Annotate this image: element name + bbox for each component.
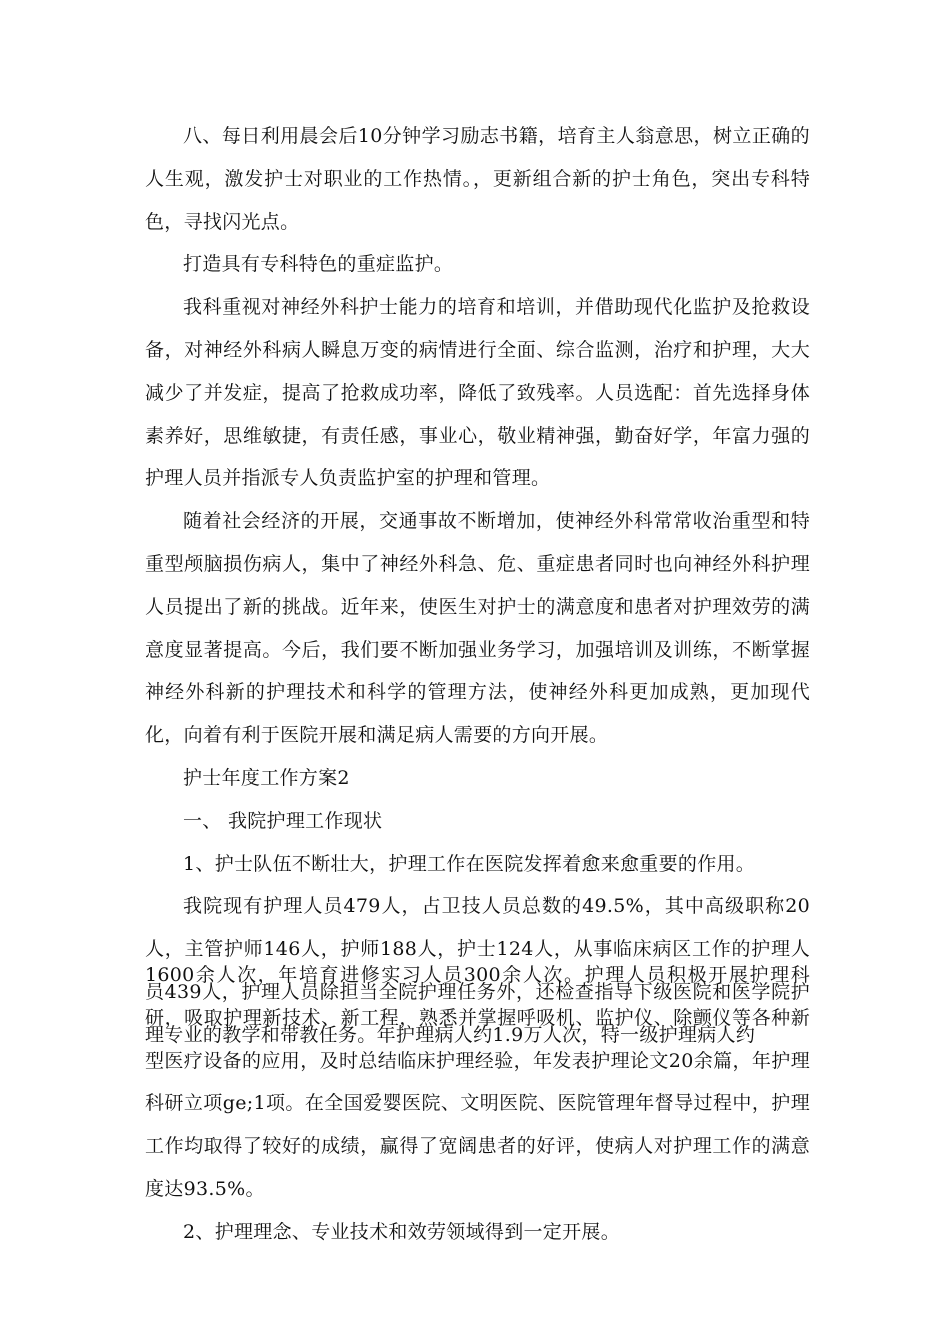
section-heading: 护士年度工作方案2 [183, 766, 350, 789]
text-block-bottom [145, 954, 810, 1254]
paragraph: 八、每日利用晨会后10分钟学习励志书籍，培育主人翁意思，树立正确的人生观，激发护士对职业的工作热情。，更新组合新的护士角色，突出专科特色，寻找闪光点。 [145, 125, 810, 233]
paragraph: 打造具有专科特色的重症监护。 [183, 253, 454, 276]
paragraph: 我科重视对神经外科护士能力的培育和培训，并借助现代化监护及抢救设备，对神经外科病人瞬息万变的病情进行全面、综合监测，治疗和护理，大大减少了并发症，提高了抢救成功率，降低了致残率。人员选配：首先选择身体素养好，思维敏捷，有责任感，事业心，敬业精神强，勤奋好学，年富力强的护理人员并指派专人负责监护室的护理和管理。 [145, 296, 810, 490]
paragraph: 我院现有护理人员479人，占卫技人员总数的49.5%，其中高级职称20人，主管护师146人，护师188人，护士124人，从事临床病区工作的护理人员439人，护理人员除担当全院护理任务外，还检查指导下级医院和医学院护理专业的教学和带教任务。年护理病人约1.9万人次，特一级护理病人约 [145, 895, 810, 1046]
section-heading: 一、 我院护理工作现状 [183, 809, 383, 832]
paragraph: 1、护士队伍不断壮大，护理工作在医院发挥着愈来愈重要的作用。 [183, 852, 756, 875]
paragraph: 2、护理理念、专业技术和效劳领域得到一定开展。 [183, 1220, 620, 1243]
paragraph: 1600余人次，年培育进修实习人员300余人次。护理人员积极开展护理科研，吸取护理新技术、新工程，熟悉并掌握呼吸机、监护仪、除颤仪等各种新型医疗设备的应用，及时总结临床护理经验，年发表护理论文20余篇，年护理科研立项ge;1项。在全国爱婴医院、文明医院、医院管理年督导过程中，护理工作均取得了较好的成绩，赢得了宽阔患者的好评，使病人对护理工作的满意度达93.5%。 [145, 964, 810, 1200]
text-block-top [145, 115, 810, 1057]
paragraph: 随着社会经济的开展，交通事故不断增加，使神经外科常常收治重型和特重型颅脑损伤病人，集中了神经外科急、危、重症患者同时也向神经外科护理人员提出了新的挑战。近年来，使医生对护士的满意度和患者对护理效劳的满意度显著提高。今后，我们要不断加强业务学习，加强培训及训练，不断掌握神经外科新的护理技术和科学的管理方法，使神经外科更加成熟，更加现代化，向着有利于医院开展和满足病人需要的方向开展。 [145, 510, 810, 747]
